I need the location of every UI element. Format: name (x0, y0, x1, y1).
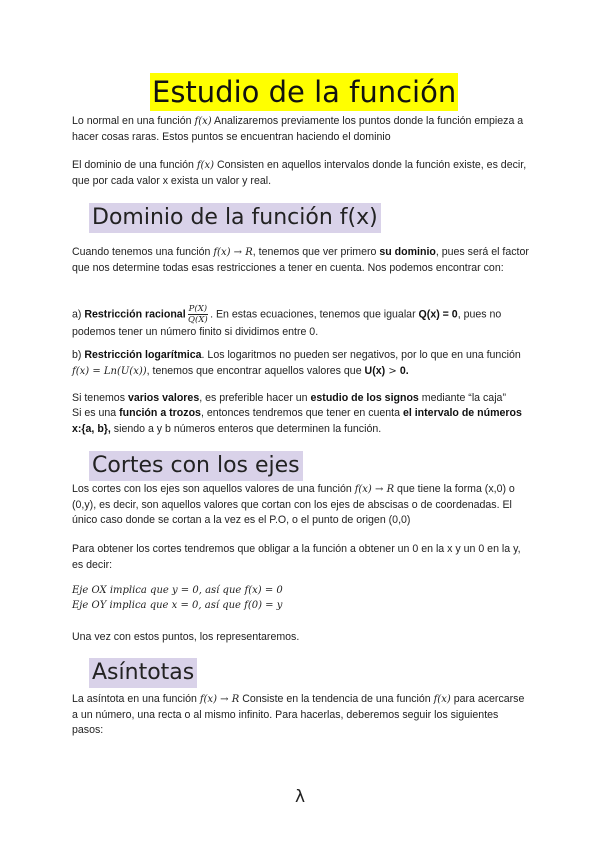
text: . En estas ecuaciones, tenemos que igualar (210, 308, 419, 321)
text: Cuando tenemos una función (72, 246, 214, 258)
text: Si es una (72, 407, 120, 419)
asintotas-paragraph-1 (72, 692, 532, 739)
math-inline: f(x) (196, 160, 215, 171)
text: Lo normal en una función (72, 115, 195, 127)
math-inline: > (385, 365, 400, 377)
text: , tenemos que ver primero (252, 246, 380, 258)
equation-eje-oy: Eje OY implica que x = 0, así que f(0) = y (72, 600, 283, 611)
fraction-denominator: Q(X) (188, 315, 208, 325)
fraction (188, 304, 208, 325)
section-heading-dominio: Dominio de la función f(x) (89, 203, 381, 233)
text: Consisten en aquellos intervalos donde la función existe, es decir, que por cada valor x exista un valor y real. (72, 159, 527, 187)
text: siendo a y b números enteros que determinen la función. (110, 422, 382, 435)
cortes-paragraph-2: Para obtener los cortes tendremos que obligar a la función a obtener un 0 en la x y un 0 en la y, es decir: (72, 543, 521, 571)
math-inline: f(x) (433, 694, 451, 705)
text: La asíntota en una función (72, 693, 200, 705)
text: mediante “la caja” (418, 392, 506, 404)
text: Los cortes con los ejes son aquellos valores de una función (72, 483, 355, 495)
text: Analizaremos previamente los puntos donde la función empieza a hacer cosas raras. Estos puntos se encuentran haciendo el dominio (72, 115, 524, 143)
text-bold: Restricción logarítmica (84, 349, 202, 361)
dominio-paragraph-2 (72, 391, 532, 407)
text: , tenemos que encontrar aquellos valores que (146, 364, 365, 377)
text: Si tenemos (72, 392, 128, 404)
text-bold: 0. (399, 364, 409, 377)
intro-paragraph-1 (72, 114, 532, 145)
text: , pues será el factor que nos determine todas esas restricciones a tener en cuenta. Nos podemos encontrar con: (72, 246, 529, 274)
intro-paragraph-2 (72, 158, 532, 189)
text: para acercarse a un número, una recta o al mismo infinito. Para hacerlas, deberemos seguir los siguientes pasos: (72, 693, 525, 736)
dominio-paragraph-3 (72, 406, 532, 437)
text-bold: Q(x) = 0 (418, 308, 458, 321)
math-inline: f(x) (194, 116, 212, 127)
text: El dominio de una función (72, 159, 197, 171)
section-heading-asintotas: Asíntotas (89, 658, 197, 688)
text-bold: el intervalo de números x:{a, b}, (72, 407, 522, 435)
text-bold: varios valores (127, 392, 200, 404)
equation-eje-ox: Eje OX implica que y = 0, así que f(x) = 0 (72, 585, 283, 596)
text: , entonces tendremos que tener en cuenta (200, 407, 403, 419)
dominio-item-a (72, 304, 532, 341)
math-inline: f(x) = Ln(U(x)) (72, 365, 147, 377)
fraction-numerator: P(X) (188, 304, 208, 314)
text: . Los logaritmos no pueden ser negativos, por lo que en una función (201, 349, 521, 361)
text: , es preferible hacer un (199, 392, 311, 404)
text: b) (72, 349, 85, 361)
text: a) (72, 308, 85, 321)
text-bold: Restricción racional (84, 308, 186, 321)
dominio-paragraph-1 (72, 245, 532, 276)
text-bold: función a trozos (119, 407, 201, 419)
dominio-item-b (72, 348, 532, 379)
page-footer-lambda: λ (294, 787, 306, 807)
text-bold: su dominio (379, 246, 436, 258)
math-inline: f(x) → R (354, 484, 395, 495)
text: Consiste en la tendencia de una función (239, 693, 434, 705)
cortes-paragraph-1 (72, 482, 532, 529)
math-inline: f(x) → R (199, 694, 240, 705)
cortes-paragraph-3: Una vez con estos puntos, los representaremos. (72, 631, 300, 643)
page-title: Estudio de la función (152, 75, 457, 109)
text: , pues no podemos tener un número finito si dividimos entre 0. (72, 308, 502, 338)
section-heading-cortes: Cortes con los ejes (89, 451, 303, 481)
text-bold: estudio de los signos (310, 392, 419, 404)
text-bold: U(x) (364, 364, 386, 377)
math-inline: f(x) → R (213, 247, 253, 258)
text: que tiene la forma (x,0) o (0,y), es decir, son aquellos valores que cortan con los ejes de abscisas o de coordenadas. El único caso donde se cortan a la vez es el P.O, o el punto de origen (0,0) (72, 483, 515, 526)
